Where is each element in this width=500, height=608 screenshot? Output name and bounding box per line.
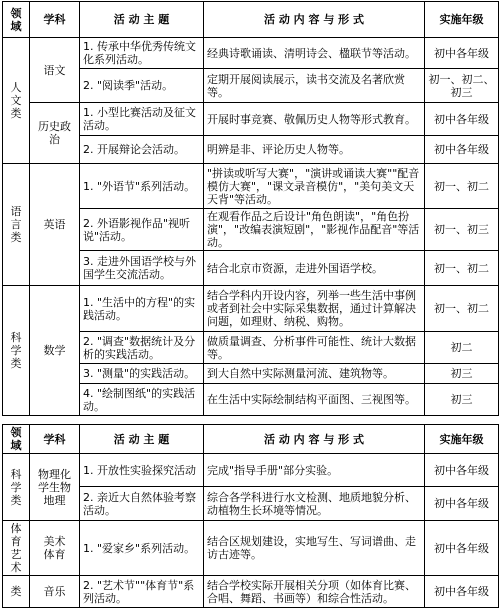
domain-cell: 科学类 — [3, 454, 30, 521]
subject-cell — [30, 521, 80, 576]
content-cell: 经典诗歌诵读、清明诗会、楹联节等活动。 — [204, 38, 425, 69]
domain-cell: 科学类 — [3, 286, 30, 416]
table-header-row — [3, 2, 499, 38]
content-cell: 在观看作品之后设计"角色朗读"，"角色扮演"，"改编表演短剧"，"影视作品配音"等活动。 — [204, 209, 425, 251]
table-row — [3, 576, 499, 608]
content-cell: 结合区规划建设，实地写生、写词谱曲、走访古迹等。 — [204, 521, 425, 576]
theme-cell: 1. 开放性实验探究活动 — [80, 454, 204, 487]
theme-cell: 1. "外语节"系列活动。 — [80, 164, 204, 209]
content-cell: 结合北京市资源，走进外国语学校。 — [204, 251, 425, 286]
header-theme: 活 动 主 题 — [80, 2, 204, 38]
content-cell: 到大自然中实际测量河流、建筑物等。 — [204, 364, 425, 384]
header-content: 活 动 内 容 与 形 式 — [204, 2, 425, 38]
theme-cell: 1. "生活中的方程"的实践活动。 — [80, 286, 204, 332]
grade-cell: 初中各年级 — [425, 103, 499, 136]
subject-cell: 数学 — [30, 286, 80, 416]
grade-cell: 初一、初二、初三 — [425, 69, 499, 103]
content-cell: 定期开展阅读展示，读书交流及名著欣赏等。 — [204, 69, 425, 103]
header-subject: 学科 — [30, 2, 80, 38]
grade-cell: 初中各年级 — [425, 454, 499, 487]
table-row — [3, 103, 499, 136]
grade-cell: 初中各年级 — [425, 521, 499, 576]
header-content: 活 动 内 容 与 形 式 — [204, 425, 425, 454]
theme-cell: 3. "测量"的实践活动。 — [80, 364, 204, 384]
header-grade: 实施年级 — [425, 425, 499, 454]
grade-cell: 初三 — [425, 364, 499, 384]
subject-cell: 音乐 — [30, 576, 80, 608]
grade-cell: 初一、初二 — [425, 251, 499, 286]
content-cell: 结合学校实际开展相关分项（如体育比赛、合唱、舞蹈、书画等）和综合性活动。 — [204, 576, 425, 608]
subject-art: 美术 — [43, 535, 66, 548]
table-row — [3, 286, 499, 332]
domain-cell: 类 — [3, 576, 30, 608]
domain-cell: 人文类 — [3, 38, 30, 164]
table-row — [3, 454, 499, 487]
content-cell: 完成"指导手册"部分实验。 — [204, 454, 425, 487]
subject-cell: 英语 — [30, 164, 80, 286]
subject-cell: 物理化学生物地理 — [30, 454, 80, 521]
content-cell: 在生活中实际绘制结构平面图、三视图等。 — [204, 384, 425, 416]
grade-cell: 初三 — [425, 384, 499, 416]
theme-cell: 2. "艺术节""体育节"系列活动。 — [80, 576, 204, 608]
content-cell: 综合各学科进行水文检测、地质地貌分析、动植物生长环境等情况。 — [204, 487, 425, 521]
theme-cell: 1. 传承中华优秀传统文化系列活动。 — [80, 38, 204, 69]
theme-cell: 4. "绘制图纸"的实践活动。 — [80, 384, 204, 416]
domain-cell: 体育艺术 — [3, 521, 30, 576]
table-row — [3, 521, 499, 576]
theme-cell: 2. 亲近大自然体验考察活动。 — [80, 487, 204, 521]
table-row — [3, 164, 499, 209]
content-cell: 做质量调查、分析事件可能性、统计大数据等。 — [204, 332, 425, 364]
theme-cell: 2. "阅读季"活动。 — [80, 69, 204, 103]
content-cell: 明辨是非、评论历史人物等。 — [204, 136, 425, 164]
domain-cell: 语言类 — [3, 164, 30, 286]
theme-cell: 1. 小型比赛活动及征文活动。 — [80, 103, 204, 136]
theme-cell: 2. 开展辩论会活动。 — [80, 136, 204, 164]
content-cell: 开展时事竞赛、敬佩历史人物等形式教育。 — [204, 103, 425, 136]
grade-cell: 初一、初二 — [425, 286, 499, 332]
activity-table-bottom — [2, 424, 499, 608]
content-cell: "拼读或听写大赛"，"演讲或诵读大赛""配音模仿大赛"，"课文录音模仿"，"美句美文天天背"等活动。 — [204, 164, 425, 209]
header-theme: 活 动 主 题 — [80, 425, 204, 454]
header-domain: 领域 — [3, 2, 30, 38]
theme-cell: 3. 走进外国语学校与外国学生交流活动。 — [80, 251, 204, 286]
activity-table-top — [2, 1, 499, 416]
grade-cell: 初中各年级 — [425, 38, 499, 69]
header-grade: 实施年级 — [425, 2, 499, 38]
table-row — [3, 38, 499, 69]
content-cell: 结合学科内开设内容，列举一些生活中事例或者到社会中实际采集数据，通过计算解决问题，如理财、纳税、购物。 — [204, 286, 425, 332]
grade-cell: 初一、初三 — [425, 209, 499, 251]
theme-cell: 2. "调查"数据统计及分析的实践活动。 — [80, 332, 204, 364]
header-domain: 领域 — [3, 425, 30, 454]
grade-cell: 初中各年级 — [425, 136, 499, 164]
grade-cell: 初一、初二 — [425, 164, 499, 209]
subject-cell: 语文 — [30, 38, 80, 103]
theme-cell: 2. 外语影视作品"视听说"活动。 — [80, 209, 204, 251]
subject-pe: 体育 — [43, 548, 66, 561]
grade-cell: 初二 — [425, 332, 499, 364]
subject-cell: 历史政治 — [30, 103, 80, 164]
theme-cell: 1. "爱家乡"系列活动。 — [80, 521, 204, 576]
grade-cell: 初中各年级 — [425, 576, 499, 608]
table-header-row — [3, 425, 499, 454]
header-subject: 学科 — [30, 425, 80, 454]
grade-cell: 初中各年级 — [425, 487, 499, 521]
